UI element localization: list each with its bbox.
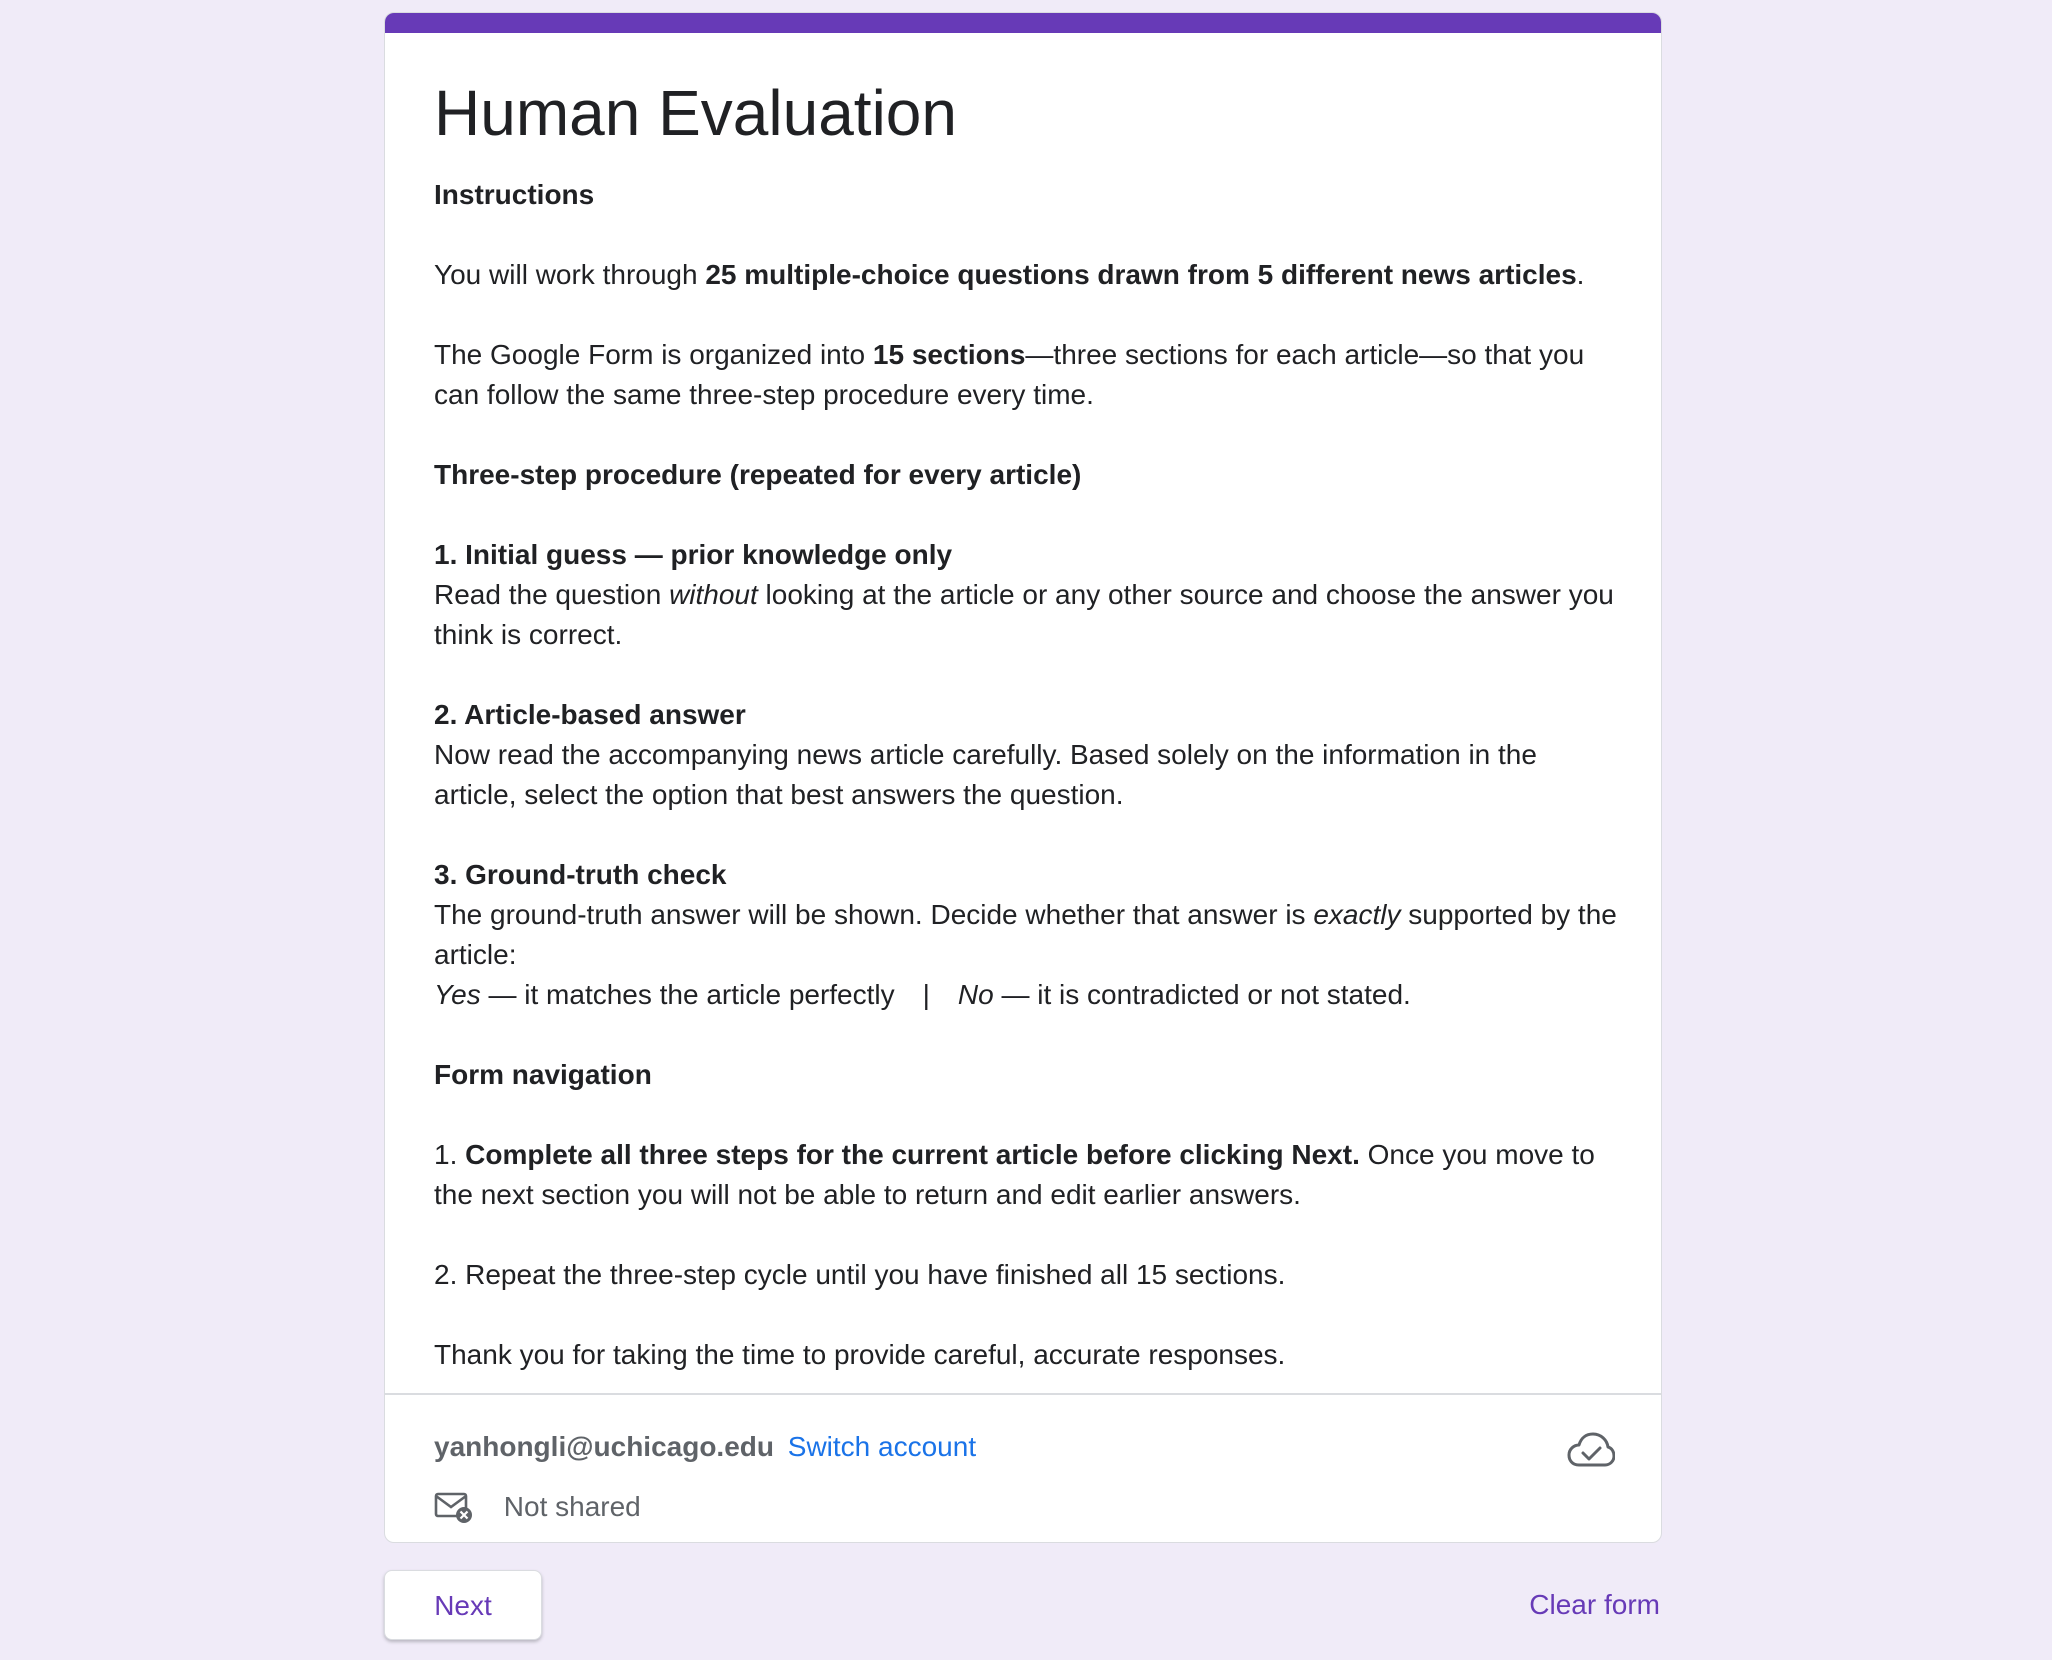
next-button[interactable]: Next	[384, 1570, 542, 1640]
switch-account-link[interactable]: Switch account	[787, 1431, 977, 1462]
paragraph-sections: The Google Form is organized into 15 sections—three sections for each article—so that you can follow the same three-step procedure every time.	[434, 339, 1585, 410]
thank-you-text: Thank you for taking the time to provide careful, accurate responses.	[434, 1339, 1286, 1370]
mail-not-shared-icon	[434, 1487, 474, 1527]
yes-no-options: Yes — it matches the article perfectly | No — it is contradicted or not stated.	[434, 979, 1411, 1010]
paragraph-overview: You will work through 25 multiple-choice questions drawn from 5 different news articles.	[434, 259, 1585, 290]
account-row	[434, 1427, 976, 1467]
step1-heading: 1. Initial guess — prior knowledge only	[434, 539, 953, 570]
form-accent-bar	[385, 13, 1661, 33]
form-title: Human Evaluation	[434, 77, 957, 149]
navigation-item-2: 2. Repeat the three-step cycle until you have finished all 15 sections.	[434, 1259, 1286, 1290]
step1-text: Read the question without looking at the article or any other source and choose the answer you think is correct.	[434, 579, 1614, 650]
share-status-row	[434, 1483, 641, 1527]
cloud-check-icon	[1567, 1431, 1615, 1471]
navigation-item-1: 1. Complete all three steps for the current article before clicking Next. Once you move to the next section you will not be able to return and edit earlier answers.	[434, 1139, 1595, 1210]
form-card	[384, 12, 1662, 1543]
procedure-heading: Three-step procedure (repeated for every article)	[434, 459, 1082, 490]
step3-text: The ground-truth answer will be shown. Decide whether that answer is exactly supported by the article:	[434, 899, 1617, 970]
navigation-heading: Form navigation	[434, 1059, 652, 1090]
form-description	[434, 175, 1624, 1375]
instructions-heading: Instructions	[434, 179, 595, 210]
header-divider	[385, 1393, 1661, 1395]
clear-form-button[interactable]: Clear form	[1529, 1589, 1660, 1620]
step3-heading: 3. Ground-truth check	[434, 859, 727, 890]
step2-heading: 2. Article-based answer	[434, 699, 746, 730]
step2-text: Now read the accompanying news article carefully. Based solely on the information in the article, select the option that best answers the question.	[434, 739, 1537, 810]
account-email: yanhongli@uchicago.edu	[434, 1431, 774, 1462]
share-status-text: Not shared	[503, 1490, 641, 1522]
form-header	[434, 33, 1624, 1375]
